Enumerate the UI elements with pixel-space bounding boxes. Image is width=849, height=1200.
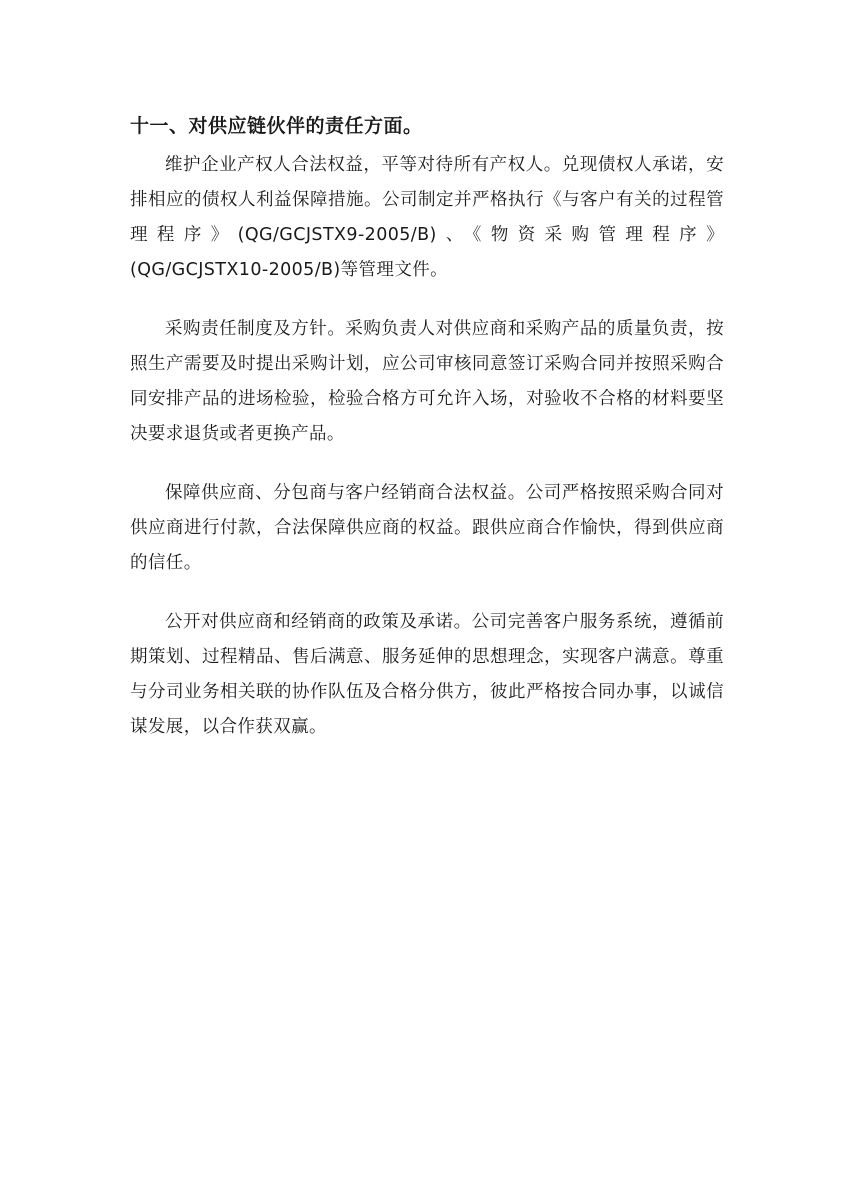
section-heading: 十一、对供应链伙伴的责任方面。 [130,115,423,137]
paragraph-supplier-policy: 公开对供应商和经销商的政策及承诺。公司完善客户服务系统，遵循前期策划、过程精品、售后满意、服务延伸的思想理念，实现客户满意。尊重与分司业务相关联的协作队伍及合格分供方，彼此严格按合同办事，以诚信谋发展，以合作获双赢。 [130,612,724,737]
paragraph-creditor-rights: 维护企业产权人合法权益，平等对待所有产权人。兑现债权人承诺，安排相应的债权人利益保障措施。公司制定并严格执行《与客户有关的过程管理程序》(QG/GCJSTX9-2005/B)、《物资采购管理程序》(QG/GCJSTX10-2005/B)等管理文件。 [130,155,724,280]
paragraph-procurement-policy: 采购责任制度及方针。采购负责人对供应商和采购产品的质量负责，按照生产需要及时提出采购计划，应公司审核同意签订采购合同并按照采购合同安排产品的进场检验，检验合格方可允许入场，对验收不合格的材料要坚决要求退货或者更换产品。 [130,319,724,444]
paragraph-supplier-rights: 保障供应商、分包商与客户经销商合法权益。公司严格按照采购合同对供应商进行付款，合法保障供应商的权益。跟供应商合作愉快，得到供应商的信任。 [130,483,724,573]
document-body [130,108,724,769]
